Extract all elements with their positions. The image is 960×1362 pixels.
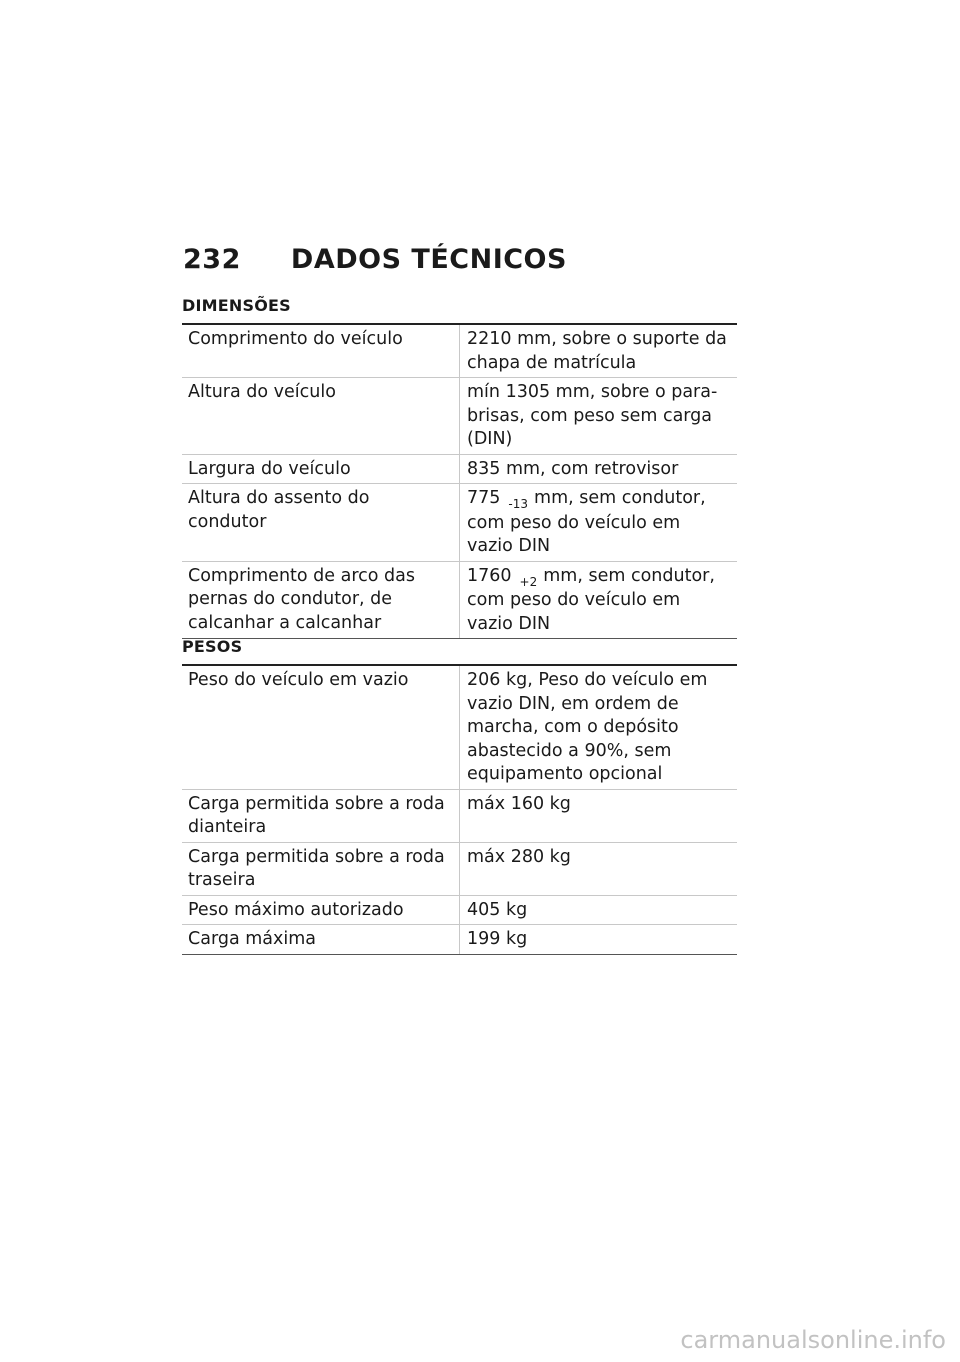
table-row (182, 895, 737, 925)
chapter-title: DADOS TÉCNICOS (290, 244, 567, 275)
spec-value: 199 kg (460, 925, 738, 955)
table-row (182, 666, 737, 789)
spec-value: 2210 mm, sobre o suporte da chapa de matrícula (460, 325, 738, 378)
spec-label: Largura do veículo (182, 454, 460, 484)
spec-value (460, 561, 738, 639)
weights-table (182, 666, 737, 955)
spec-label: Carga permitida sobre a roda traseira (182, 842, 460, 895)
spec-label: Peso máximo autorizado (182, 895, 460, 925)
value-tolerance: -13 (508, 497, 529, 511)
spec-label: Comprimento de arco das pernas do condutor, de calcanhar a calcanhar (182, 561, 460, 639)
table-row (182, 454, 737, 484)
spec-label: Carga máxima (182, 925, 460, 955)
spec-value: máx 280 kg (460, 842, 738, 895)
dimensions-table (182, 325, 737, 639)
page-number: 232 (183, 244, 241, 275)
value-main: 775 (467, 488, 501, 508)
spec-label: Carga permitida sobre a roda dianteira (182, 789, 460, 842)
weights-title: PESOS (182, 637, 737, 666)
spec-label: Peso do veículo em vazio (182, 666, 460, 789)
table-row (182, 378, 737, 455)
spec-value: máx 160 kg (460, 789, 738, 842)
table-row (182, 842, 737, 895)
value-main: 1760 (467, 565, 512, 586)
table-row (182, 484, 737, 562)
spec-value: 835 mm, com retrovisor (460, 454, 738, 484)
value-rest: mm, sem condutor, com peso do veículo em vazio DIN (467, 565, 715, 634)
spec-value: 206 kg, Peso do veículo em vazio DIN, em ordem de marcha, com o depósito abastecido a 90%, sem equipamento opcional (460, 666, 738, 789)
table-row (182, 789, 737, 842)
table-row (182, 925, 737, 955)
spec-label: Altura do assento do condutor (182, 484, 460, 562)
spec-value (460, 484, 738, 562)
value-rest: mm, sem condutor, com peso do veículo em vazio DIN (467, 488, 706, 556)
spec-value: 405 kg (460, 895, 738, 925)
spec-label: Comprimento do veículo (182, 325, 460, 378)
table-row (182, 325, 737, 378)
watermark: carmanualsonline.info (680, 1326, 946, 1354)
page-header (183, 244, 743, 275)
dimensions-section (182, 296, 737, 639)
spec-value: mín 1305 mm, sobre o para-brisas, com peso sem carga (DIN) (460, 378, 738, 455)
dimensions-title: DIMENSÕES (182, 296, 737, 325)
weights-section (182, 637, 737, 955)
value-tolerance: +2 (519, 574, 538, 589)
table-row (182, 561, 737, 639)
spec-label: Altura do veículo (182, 378, 460, 455)
